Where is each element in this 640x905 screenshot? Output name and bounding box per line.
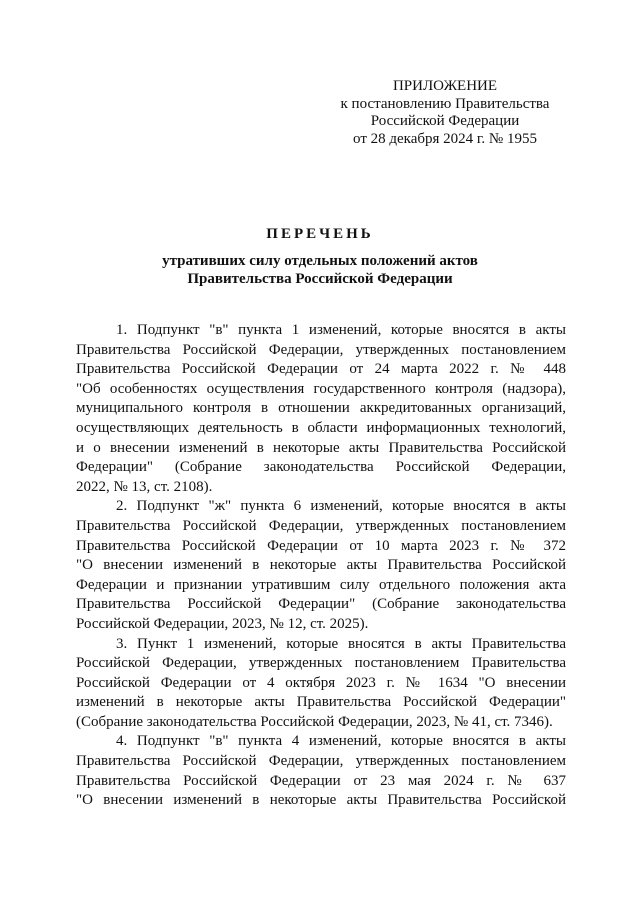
appendix-label: ПРИЛОЖЕНИЕ: [392, 78, 498, 94]
list-item: [76, 635, 566, 733]
list-item: [76, 732, 566, 810]
text-line: Правительства Российской Федерации, утвержденных постановлением: [76, 341, 566, 358]
text-line: и о внесении изменений в некоторые акты Правительства Российской: [76, 439, 566, 456]
document-title: ПЕРЕЧЕНЬ: [266, 226, 374, 242]
text-line: "Об особенностях осуществления государственного контроля (надзора),: [76, 380, 566, 397]
text-line: Российской Федерации, утвержденных постановлением Правительства: [76, 655, 566, 672]
text-line: Правительства Российской Федерации" (Собрание законодательства: [76, 596, 566, 613]
document-body: [76, 321, 566, 811]
text-line: изменений в некоторые акты Правительства Российской Федерации": [76, 694, 566, 711]
text-line: 3. Пункт 1 изменений, которые вносятся в акты Правительства: [116, 635, 566, 652]
subtitle-line: Правительства Российской Федерации: [187, 271, 453, 287]
appendix-issuer: Российской Федерации: [370, 113, 520, 129]
text-line: Правительства Российской Федерации от 24 марта 2022 г. № 448: [76, 361, 566, 378]
text-line: Правительства Российской Федерации от 10 марта 2023 г. № 372: [76, 537, 566, 554]
text-line: Федерации" (Собрание законодательства Российской Федерации,: [76, 459, 566, 476]
text-line: Правительства Российской Федерации от 23 мая 2024 г. № 637: [76, 772, 566, 789]
appendix-date-number: от 28 декабря 2024 г. № 1955: [353, 130, 537, 147]
text-line: муниципального контроля в отношении аккредитованных организаций,: [76, 400, 566, 417]
text-line: (Собрание законодательства Российской Федерации, 2023, № 41, ст. 7346).: [76, 713, 553, 730]
text-line: осуществляющих деятельность в области информационных технологий,: [76, 419, 566, 436]
text-line: 2022, № 13, ст. 2108).: [76, 478, 213, 495]
text-line: 1. Подпункт "в" пункта 1 изменений, которые вносятся в акты: [116, 322, 566, 338]
text-line: 2. Подпункт "ж" пункта 6 изменений, которые вносятся в акты: [116, 498, 566, 515]
appendix-header: [330, 78, 560, 148]
list-item: [76, 321, 566, 497]
text-line: Правительства Российской Федерации, утвержденных постановлением: [76, 517, 566, 534]
text-line: Федерации и признании утратившим силу отдельного положения акта: [76, 576, 566, 593]
text-line: Российской Федерации, 2023, № 12, ст. 2025).: [76, 615, 369, 632]
text-line: 4. Подпункт "в" пункта 4 изменений, которые вносятся в акты: [116, 733, 566, 750]
text-line: Российской Федерации от 4 октября 2023 г. № 1634 "О внесении: [76, 674, 566, 691]
subtitle-line: утративших силу отдельных положений актов: [162, 253, 478, 269]
appendix-reference: к постановлению Правительства: [340, 95, 550, 112]
document-subtitle: [0, 252, 640, 288]
text-line: Правительства Российской Федерации, утвержденных постановлением: [76, 753, 566, 770]
list-item: [76, 497, 566, 634]
text-line: "О внесении изменений в некоторые акты Правительства Российской: [76, 557, 566, 574]
text-line: "О внесении изменений в некоторые акты Правительства Российской: [76, 792, 566, 809]
